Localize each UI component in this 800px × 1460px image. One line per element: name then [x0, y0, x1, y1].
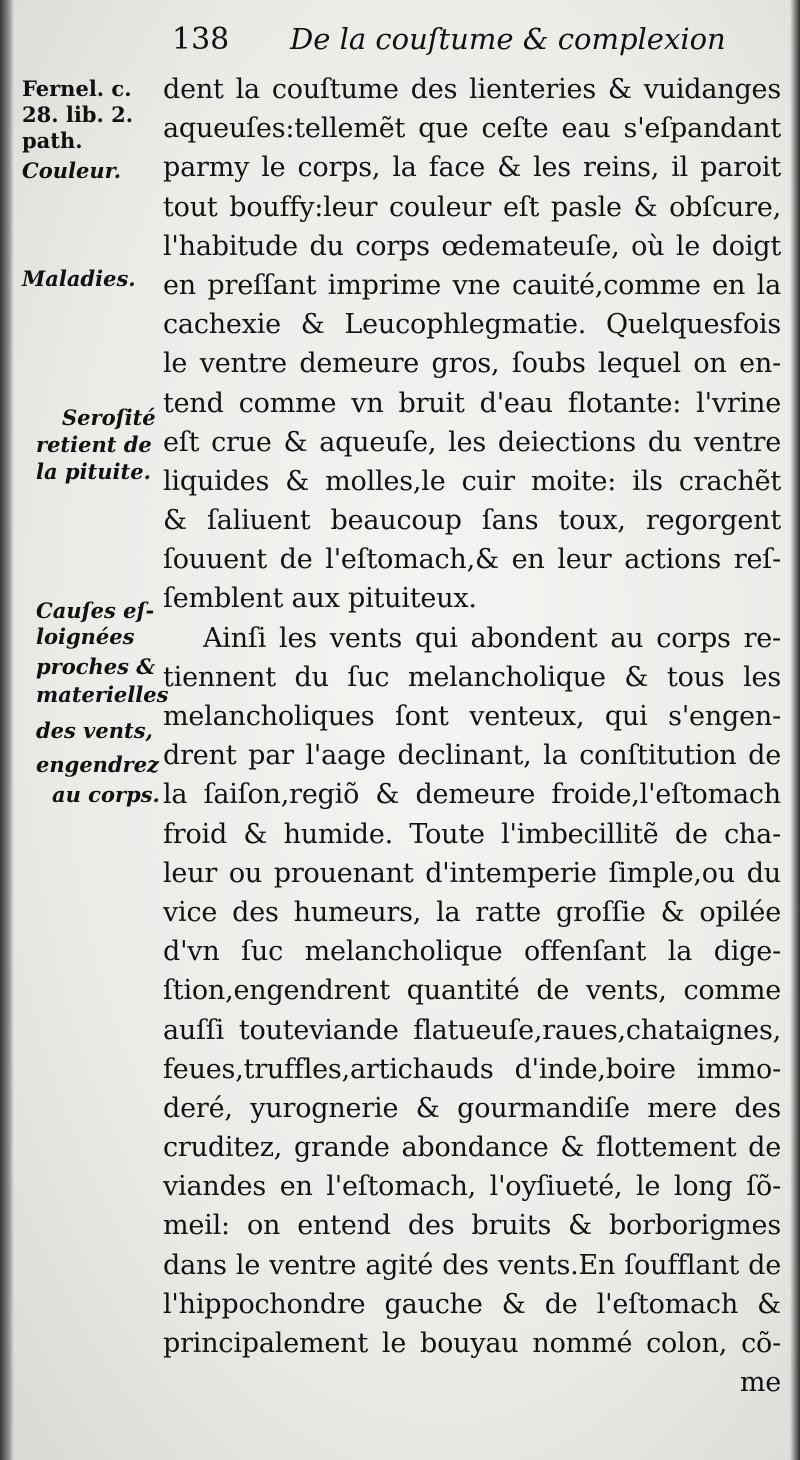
catchword: me: [739, 1367, 781, 1399]
margin-note-causes: engendrez: [36, 752, 159, 777]
text-line: froid & humide. Toute l'imbecillitẽ de cha-: [163, 818, 781, 850]
margin-note-causes: loignées: [36, 624, 135, 649]
text-line: d'vn ſuc melancholique offenſant la dige-: [163, 936, 781, 968]
margin-note-maladies: Maladies.: [22, 266, 136, 291]
margin-note-serosite: la pituite.: [36, 459, 151, 484]
page-header: [160, 22, 770, 62]
text-line: la ſaiſon,regiõ & demeure froide,l'eſtomach: [163, 779, 781, 811]
text-line: dent la couſtume des lienteries & vuidanges: [163, 74, 781, 105]
text-line: tout bouffy:leur couleur eſt pasle & obſcure,: [163, 191, 781, 223]
text-line: ſemblent aux pituiteux.: [163, 583, 477, 615]
margin-note-causes: Cauſes eſ-: [36, 598, 155, 623]
text-line: liquides & molles,le cuir moite: ils crachẽt: [163, 465, 781, 497]
text-line: auſſi touteviande flatueuſe,raues,chataignes,: [163, 1014, 781, 1046]
margin-note-serosite: Seroſité: [62, 405, 156, 430]
text-line: drent par l'aage declinant, la conſtitution de: [163, 740, 781, 772]
text-line: l'hippochondre gauche & de l'eſtomach &: [163, 1288, 781, 1320]
margin-note-fernel: path.: [22, 128, 83, 153]
text-line: parmy le corps, la face & les reins, il paroit: [163, 152, 781, 184]
text-line: le ventre demeure gros, ſoubs lequel on en-: [163, 348, 781, 380]
margin-note-fernel: 28. lib. 2.: [22, 102, 134, 127]
text-line: vice des humeurs, la ratte groſſie & opilée: [163, 896, 781, 928]
text-line: & ſaliuent beaucoup ſans toux, regorgent: [163, 505, 781, 537]
page-edge-shadow: [790, 0, 800, 1460]
text-line: meil: on entend des bruits & borborigmes: [163, 1210, 781, 1242]
text-line: aqueuſes:tellemẽt que ceſte eau s'eſpandant: [163, 113, 781, 145]
text-line: ſouuent de l'eſtomach,& en leur actions reſ-: [163, 544, 781, 576]
text-line: ſtion,engendrent quantité de vents, comme: [163, 975, 781, 1007]
margin-note-causes: materielles: [36, 682, 169, 707]
text-line: tiennent du ſuc melancholique & tous les: [163, 661, 781, 693]
text-line: cruditez, grande abondance & flottement de: [163, 1132, 781, 1164]
text-line: Ainſi les vents qui abondent au corps re-: [203, 622, 781, 654]
text-line: en preſſant imprime vne cauité,comme en la: [163, 269, 781, 301]
text-line: cachexie & Leucophlegmatie. Quelquesfois: [163, 309, 781, 341]
text-line: principalement le bouyau nommé colon, cõ-: [163, 1328, 781, 1359]
page-number: 138: [172, 22, 230, 57]
margin-note-serosite: retient de: [36, 432, 152, 457]
margin-note-causes: au corps.: [52, 782, 160, 807]
text-line: leur ou prouenant d'intemperie ſimple,ou du: [163, 857, 781, 889]
text-line: dans le ventre agité des vents.En ſoufflant de: [163, 1249, 781, 1281]
text-line: feues,truffles,artichauds d'inde,boire immo-: [163, 1053, 781, 1085]
main-text: [163, 70, 781, 1402]
text-line: eſt crue & aqueuſe, les deiections du ventre: [163, 426, 781, 458]
running-title: De la couſtume & complexion: [290, 22, 726, 56]
margin-note-couleur: Couleur.: [22, 158, 122, 183]
text-line: l'habitude du corps œdemateuſe, où le doigt: [163, 230, 781, 262]
text-line: tend comme vn bruit d'eau flotante: l'vrine: [163, 387, 781, 419]
margin-note-fernel: Fernel. c.: [22, 76, 132, 101]
margin-note-causes: proches &: [36, 654, 156, 679]
page-gutter-shadow: [0, 0, 14, 1460]
margin-note-causes: des vents,: [36, 718, 153, 743]
text-line: viandes en l'eſtomach, l'oyſiueté, le long ſõ-: [163, 1171, 781, 1203]
text-line: deré, yurognerie & gourmandiſe mere des: [163, 1092, 781, 1124]
text-line: melancholiques ſont venteux, qui s'engen-: [163, 701, 781, 732]
